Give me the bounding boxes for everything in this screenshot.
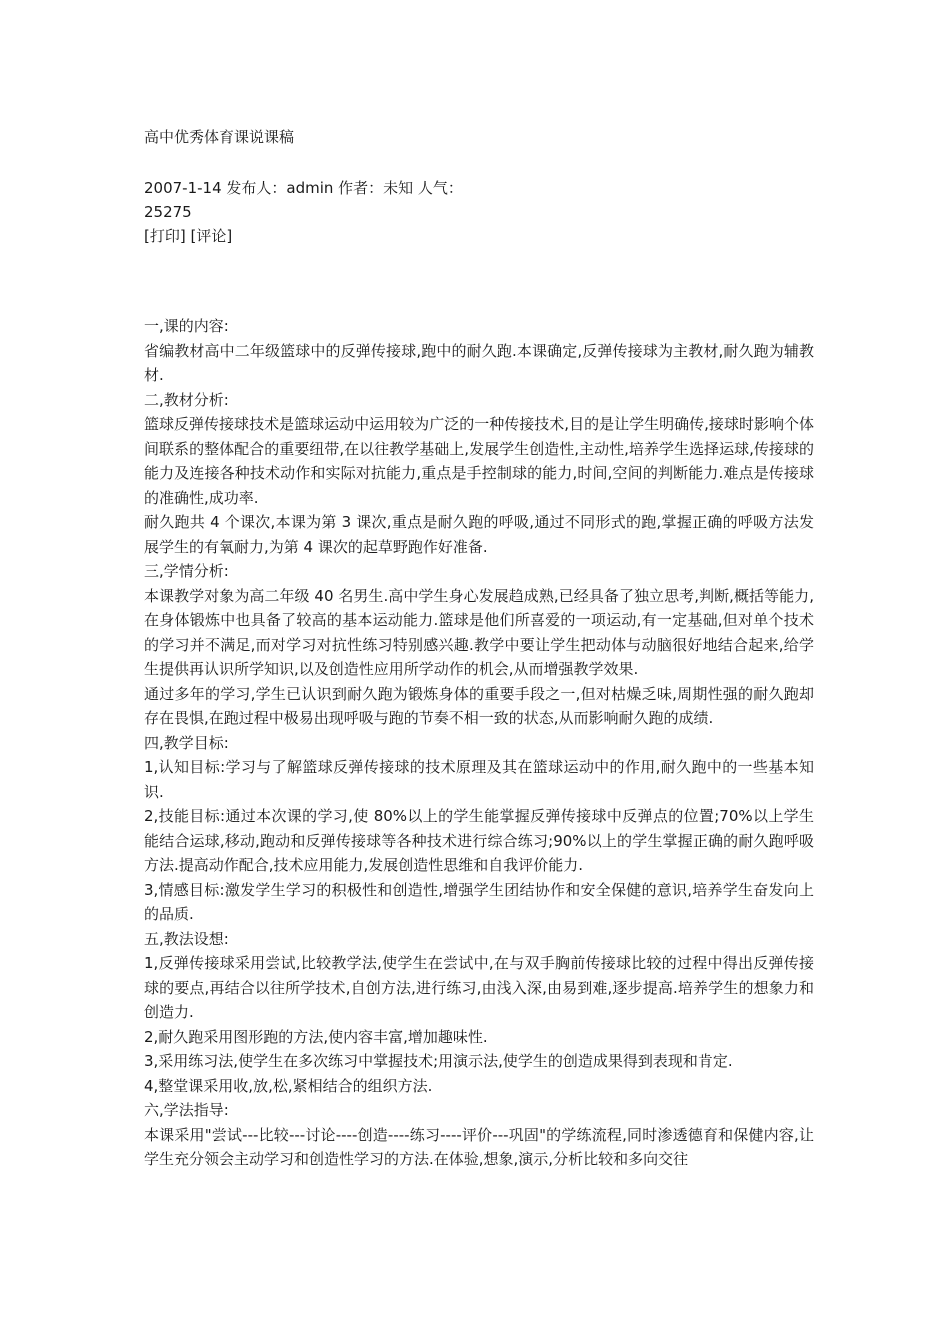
- paragraph: 2,技能目标:通过本次课的学习,使 80%以上的学生能掌握反弹传接球中反弹点的位置;70%以上学生能结合运球,移动,跑动和反弹传接球等各种技术进行综合练习;90%以上的学生掌握正确的耐久跑呼吸方法.提高动作配合,技术应用能力,发展创造性思维和自我评价能力.: [144, 807, 814, 874]
- paragraph: 耐久跑共 4 个课次,本课为第 3 课次,重点是耐久跑的呼吸,通过不同形式的跑,掌握正确的呼吸方法发展学生的有氧耐力,为第 4 课次的起草野跑作好准备.: [144, 513, 814, 556]
- paragraph: 省编教材高中二年级篮球中的反弹传接球,跑中的耐久跑.本课确定,反弹传接球为主教材,耐久跑为辅教材.: [144, 341, 814, 384]
- section-heading: 五,教法设想:: [144, 929, 229, 948]
- article-actions: [144, 224, 814, 248]
- section-heading: 六,学法指导:: [144, 1101, 229, 1119]
- paragraph: 本课采用"尝试---比较---讨论----创造----练习----评价---巩固"的学练流程,同时渗透德育和保健内容,让学生充分领会主动学习和创造性学习的方法.在体验,想象,演示,分析比较和多向交往: [144, 1125, 814, 1168]
- comment-link[interactable]: [评论]: [190, 227, 233, 245]
- paragraph: 本课教学对象为高二年级 40 名男生.高中学生身心发展趋成熟,已经具备了独立思考,判断,概括等能力,在身体锻炼中也具备了较高的基本运动能力.篮球是他们所喜爱的一项运动,有一定基础,但对单个技术的学习并不满足,而对学习对抗性练习特别感兴趣.教学中要让学生把动体与动脑很好地结合起来,给学生提供再认识所学知识,以及创造性应用所学动作的机会,从而增强教学效果.: [144, 586, 814, 678]
- article-body: [144, 314, 814, 1172]
- paragraph: 篮球反弹传接球技术是篮球运动中运用较为广泛的一种传接技术,目的是让学生明确传,接球时影响个体间联系的整体配合的重要纽带,在以往教学基础上,发展学生创造性,主动性,培养学生选择运球,传接球的能力及连接各种技术动作和实际对抗能力,重点是手控制球的能力,时间,空间的判断能力.难点是传接球的准确性,成功率.: [144, 415, 814, 507]
- article-title: 高中优秀体育课说课稿: [144, 128, 295, 146]
- print-link[interactable]: [打印]: [144, 227, 186, 245]
- section-heading: 三,学情分析:: [144, 562, 229, 580]
- paragraph: 4,整堂课采用收,放,松,紧相结合的组织方法.: [144, 1076, 433, 1095]
- paragraph: 1,反弹传接球采用尝试,比较教学法,使学生在尝试中,在与双手胸前传接球比较的过程中得出反弹传接球的要点,再结合以往所学技术,自创方法,进行练习,由浅入深,由易到难,逐步提高.培养学生的想象力和创造力.: [144, 954, 814, 1021]
- document-page: [144, 124, 814, 1172]
- paragraph: 1,认知目标:学习与了解篮球反弹传接球的技术原理及其在篮球运动中的作用,耐久跑中的一些基本知识.: [144, 758, 814, 801]
- paragraph: 3,情感目标:激发学生学习的积极性和创造性,增强学生团结协作和安全保健的意识,培养学生奋发向上的品质.: [144, 880, 814, 923]
- paragraph: 3,采用练习法,使学生在多次练习中掌握技术;用演示法,使学生的创造成果得到表现和肯定.: [144, 1052, 733, 1070]
- paragraph: 通过多年的学习,学生已认识到耐久跑为锻炼身体的重要手段之一,但对枯燥乏味,周期性强的耐久跑却存在畏惧,在跑过程中极易出现呼吸与跑的节奏不相一致的状态,从而影响耐久跑的成绩.: [144, 684, 814, 727]
- publish-info: 2007-1-14 发布人：admin 作者：未知 人气：: [144, 179, 463, 197]
- section-heading: 一,课的内容:: [144, 317, 229, 335]
- section-heading: 二,教材分析:: [144, 390, 229, 409]
- paragraph: 2,耐久跑采用图形跑的方法,使内容丰富,增加趣味性.: [144, 1027, 488, 1046]
- section-heading: 四,教学目标:: [144, 733, 229, 752]
- spacer: [144, 248, 814, 314]
- article-meta: [144, 176, 814, 248]
- view-count: 25275: [144, 203, 192, 221]
